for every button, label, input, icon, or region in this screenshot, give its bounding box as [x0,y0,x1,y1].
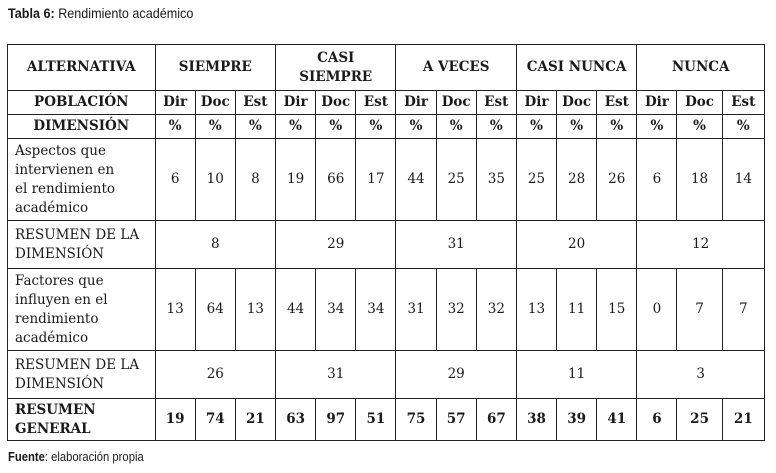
group-header: SIEMPRE [155,45,275,91]
dimension-cell: % [396,115,436,139]
poblacion-cell: Dir [637,91,677,115]
dimension-cell: % [436,115,476,139]
value-cell: 13 [516,269,556,351]
dimension-cell: % [557,115,597,139]
value-cell: 26 [597,139,637,221]
poblacion-cell: Doc [436,91,476,115]
value-cell: 34 [316,269,356,351]
header-row-dimension [8,115,765,139]
value-cell: 28 [557,139,597,221]
value-cell: 14 [722,139,764,221]
summary-cell: 20 [516,221,636,269]
alternativa-header: ALTERNATIVA [8,45,156,91]
group-header: NUNCA [637,45,765,91]
value-cell: 44 [396,139,436,221]
dimension-cell: % [276,115,316,139]
group-header: A VECES [396,45,516,91]
row-label: RESUMEN DE LA DIMENSIÓN [8,351,156,399]
source-label: Fuente [8,450,45,464]
dimension-cell: % [597,115,637,139]
header-row-groups [8,45,765,91]
value-cell: 8 [235,139,275,221]
dimension-cell: % [516,115,556,139]
value-cell: 13 [235,269,275,351]
total-label: RESUMEN GENERAL [8,399,156,441]
dimension-cell: % [316,115,356,139]
value-cell: 25 [516,139,556,221]
value-cell: 15 [597,269,637,351]
table-row [8,269,765,351]
poblacion-cell: Doc [557,91,597,115]
summary-row [8,351,765,399]
value-cell: 17 [356,139,396,221]
poblacion-cell: Doc [195,91,235,115]
total-cell: 38 [516,399,556,441]
table-caption [8,5,193,21]
summary-cell: 26 [155,351,275,399]
total-cell: 39 [557,399,597,441]
value-cell: 6 [637,139,677,221]
dimension-header: DIMENSIÓN [8,115,156,139]
dimension-cell: % [637,115,677,139]
summary-cell: 8 [155,221,275,269]
total-cell: 41 [597,399,637,441]
caption-label: Tabla 6: [8,5,55,21]
value-cell: 35 [476,139,516,221]
value-cell: 10 [195,139,235,221]
value-cell: 6 [155,139,195,221]
poblacion-cell: Doc [677,91,722,115]
value-cell: 0 [637,269,677,351]
dimension-cell: % [677,115,722,139]
group-header: CASI SIEMPRE [276,45,396,91]
value-cell: 32 [436,269,476,351]
summary-cell: 11 [516,351,636,399]
group-header: CASI NUNCA [516,45,636,91]
row-label: Factores que influyen en el rendimiento académico [8,269,156,351]
results-table [7,44,765,441]
value-cell: 44 [276,269,316,351]
value-cell: 7 [677,269,722,351]
source-text: : elaboración propia [44,450,144,464]
poblacion-cell: Est [597,91,637,115]
table-source [8,450,144,464]
dimension-cell: % [235,115,275,139]
total-cell: 25 [677,399,722,441]
total-cell: 74 [195,399,235,441]
poblacion-cell: Dir [155,91,195,115]
summary-cell: 31 [396,221,516,269]
total-cell: 67 [476,399,516,441]
value-cell: 19 [276,139,316,221]
dimension-cell: % [476,115,516,139]
summary-row [8,221,765,269]
row-label: Aspectos que intervienen en el rendimiento académico [8,139,156,221]
total-cell: 21 [722,399,764,441]
poblacion-cell: Est [476,91,516,115]
poblacion-cell: Dir [276,91,316,115]
value-cell: 66 [316,139,356,221]
total-row [8,399,765,441]
summary-cell: 29 [276,221,396,269]
row-label: RESUMEN DE LA DIMENSIÓN [8,221,156,269]
value-cell: 13 [155,269,195,351]
dimension-cell: % [155,115,195,139]
value-cell: 25 [436,139,476,221]
poblacion-header: POBLACIÓN [8,91,156,115]
poblacion-cell: Est [722,91,764,115]
value-cell: 18 [677,139,722,221]
dimension-cell: % [195,115,235,139]
poblacion-cell: Est [235,91,275,115]
total-cell: 97 [316,399,356,441]
value-cell: 32 [476,269,516,351]
poblacion-cell: Dir [516,91,556,115]
value-cell: 11 [557,269,597,351]
total-cell: 6 [637,399,677,441]
dimension-cell: % [356,115,396,139]
value-cell: 34 [356,269,396,351]
poblacion-cell: Est [356,91,396,115]
poblacion-cell: Dir [396,91,436,115]
value-cell: 31 [396,269,436,351]
summary-cell: 31 [276,351,396,399]
caption-title: Rendimiento académico [58,5,194,21]
summary-cell: 3 [637,351,765,399]
summary-cell: 29 [396,351,516,399]
total-cell: 51 [356,399,396,441]
value-cell: 64 [195,269,235,351]
table-row [8,139,765,221]
total-cell: 63 [276,399,316,441]
value-cell: 7 [722,269,764,351]
total-cell: 21 [235,399,275,441]
summary-cell: 12 [637,221,765,269]
header-row-poblacion [8,91,765,115]
poblacion-cell: Doc [316,91,356,115]
total-cell: 57 [436,399,476,441]
total-cell: 75 [396,399,436,441]
total-cell: 19 [155,399,195,441]
dimension-cell: % [722,115,764,139]
